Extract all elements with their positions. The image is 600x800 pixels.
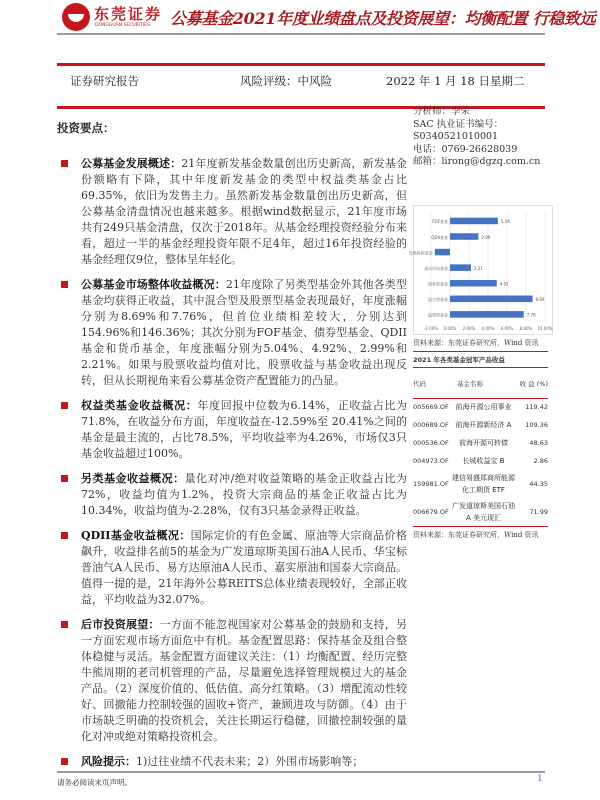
report-type: 证券研究报告 <box>70 74 139 88</box>
section-title: 权益类基金收益概况： <box>81 399 198 412</box>
logo-emblem-icon <box>62 3 90 31</box>
fund-name: 前海开源新经济 A <box>455 421 512 429</box>
section-title: 公募基金发展概述： <box>81 157 182 170</box>
right-column-figures <box>408 205 553 540</box>
table-row <box>413 398 548 416</box>
section-text <box>81 617 407 745</box>
category-label: 混合型基金 <box>428 297 448 303</box>
sac-number: S0340521010001 <box>413 131 499 142</box>
data-label: 8.69 <box>535 297 545 303</box>
brand-name: 东莞证券 <box>94 5 163 23</box>
brand-name-en: DONGGUAN SECURITIES <box>95 23 150 28</box>
fund-code: 004973.OF <box>413 457 449 465</box>
key-point-section <box>57 277 407 389</box>
x-tick-label: 4.00% <box>481 326 495 331</box>
red-divider <box>413 367 548 368</box>
section-body: 国际定价的有色金属、原油等大宗商品价格飙升，收益排名前5的基金为广发道琼斯美国石油A人民币、华宝标普油气A人民币、易方达原油A人民币、嘉实原油和国泰大宗商品。值得一提的是，21年海外公募REITS总体业绩表现较好，全部正收益，平均收益为32.07%。 <box>81 529 407 606</box>
category-label: 另类投资基金 <box>408 250 433 256</box>
key-points-title: 投资要点： <box>57 121 115 135</box>
fund-name: 前海开源可转债 <box>458 439 508 447</box>
col-header-code: 代码 <box>413 380 426 389</box>
section-text <box>81 277 407 389</box>
fund-code: 006679.OF <box>413 508 449 516</box>
analyst-info <box>413 106 548 169</box>
risk-rating: 风险评级：中风险 <box>240 74 332 88</box>
section-body: 21年度除了另类型基金外其他各类型基金均获得正收益，其中混合型及股票型基金表现最好，年度涨幅分别为8.69%和7.76%，但首位业绩相差较大，分别达到154.96%和146.36%；其次分别为FOF基金、债券型基金、QDII基金和货币基金，年度涨幅分别为5.04%、4.92%、2.99%和2.21%。如果与股票收益均值对比，股票收益与基金收益出现反转，但从长期视角来看公募基金资产配置能力的凸显。 <box>81 278 407 387</box>
section-body: 1)过往业绩不代表未来；2）外围市场影响等； <box>136 755 364 768</box>
fund-code: 000536.OF <box>413 439 449 447</box>
fund-return: 44.35 <box>529 480 548 488</box>
section-text <box>81 754 407 770</box>
x-tick-label: 2.00% <box>462 326 476 331</box>
section-title: 后市投资展望： <box>81 618 160 631</box>
bullet-icon <box>61 281 68 288</box>
analyst-phone: 电话：0769-26628039 <box>413 143 518 155</box>
red-divider <box>413 351 548 352</box>
category-label: 货币市场基金 <box>424 265 448 271</box>
data-label: 2.21 <box>473 265 483 271</box>
section-body: 年度回报中位数为6.14%，正收益占比为71.8%，在收益分布方面，年度收益在-12.59%至 20.41%之间的基金是最主流的，占比78.5%，平均收益率为4.26%，市场仅3只基金收益超过100%。 <box>81 399 407 460</box>
section-text <box>81 156 407 268</box>
data-label: 5.04 <box>500 219 510 225</box>
category-label: 债券型基金 <box>428 281 448 287</box>
col-header-return: 收 益 (%) <box>519 379 548 388</box>
fund-name: 长城收益宝 B <box>462 457 505 465</box>
fund-return: 109.36 <box>525 421 548 429</box>
key-point-section <box>57 156 407 268</box>
report-date: 2022 年 1 月 18 日星期二 <box>386 74 525 88</box>
key-point-section <box>57 617 407 745</box>
fund-return: 71.99 <box>529 508 548 516</box>
bullet-icon <box>61 758 68 765</box>
page-number: 1 <box>537 774 543 784</box>
key-point-section <box>57 528 407 608</box>
bullet-icon <box>61 621 68 628</box>
section-text <box>81 528 407 608</box>
champion-fund-table <box>413 370 548 527</box>
table-row <box>413 434 548 452</box>
report-title: 公募基金2021年度业绩盘点及投资展望：均衡配置 行稳致远 <box>170 9 596 28</box>
company-logo <box>62 3 167 33</box>
col-header-name: 基金名称 <box>456 380 483 389</box>
fund-code: 005669.OF <box>413 403 449 412</box>
bar <box>435 249 450 256</box>
x-tick-label: -2.00% <box>423 326 439 331</box>
section-body: 量化对冲/绝对收益策略的基金正收益占比为72%，收益均值为1.2%，投资大宗商品的基金正收益占比为10.34%，收益均值为-2.28%，仅有3只基金录得正收益。 <box>81 472 407 517</box>
section-title: QDII基金收益概况： <box>81 529 191 542</box>
table-row <box>413 452 548 470</box>
section-text <box>81 471 407 519</box>
data-label: 4.92 <box>499 281 509 287</box>
bullet-icon <box>61 402 68 409</box>
fund-return: 119.42 <box>525 403 548 412</box>
fund-return: 48.63 <box>529 439 548 447</box>
x-tick-label: 0.00% <box>443 326 457 331</box>
fund-return-bar-chart <box>408 205 553 335</box>
category-label: QDII基金 <box>431 234 448 240</box>
key-point-section <box>57 471 407 519</box>
category-label: FOF基金 <box>432 219 448 225</box>
fund-return: 2.86 <box>533 457 548 465</box>
bar <box>450 264 471 271</box>
fund-code: 000689.OF <box>413 421 449 429</box>
fund-code: 159981.OF <box>413 480 449 488</box>
key-point-section <box>57 754 407 770</box>
bar <box>450 296 533 303</box>
table-row <box>413 470 548 498</box>
data-label: 7.76 <box>526 312 536 318</box>
footer-divider <box>57 771 545 773</box>
table-title: 2021 年各类基金冠军产品收益 <box>413 356 505 364</box>
bar <box>450 218 498 225</box>
x-tick-label: 10.00% <box>537 326 553 331</box>
section-body: 21年度新发基金数量创出历史新高，新发基金份额略有下降，其中年度新发基金的类型中权益类基金占比69.35%，依旧为发售主力。虽然新发基金数量创出历史新高，但公募基金清盘情况也越来越多。根据wind数据显示，21年度市场共有249只基金清盘，仅次于2018年。从基金经理投资经验分布来看，超过一半的基金经理投资年限不足4年，超过16年投资经验的基金经理仅9位，整体呈年轻化。 <box>81 157 408 266</box>
category-label: 股票型基金 <box>428 312 448 318</box>
bar <box>450 311 524 318</box>
fund-name: 广发道琼斯美国石油 A 美元现汇 <box>451 502 515 522</box>
red-divider <box>57 63 545 66</box>
bullet-icon <box>61 532 68 539</box>
footer-notice: 请务必阅读末页声明。 <box>57 778 132 787</box>
data-label: 2.99 <box>481 234 491 240</box>
analyst-email[interactable]: 邮箱：lirong@dgzq.com.cn <box>413 156 541 167</box>
x-tick-label: 6.00% <box>500 326 514 331</box>
key-point-section <box>57 398 407 462</box>
key-points <box>57 120 407 770</box>
fund-name: 建信易盛郑商所能源化工期货 ETF <box>451 474 515 494</box>
bar <box>450 280 497 287</box>
bullet-icon <box>61 475 68 482</box>
fund-name: 前海开源公用事业 <box>455 403 512 412</box>
x-tick-label: 8.00% <box>519 326 533 331</box>
table-row <box>413 416 548 434</box>
section-title: 另类基金收益概况： <box>81 472 185 485</box>
chart-source: 资料来源：东莞证券研究所，Wind 资讯 <box>413 339 539 347</box>
bullet-icon <box>61 160 68 167</box>
section-title: 风险提示： <box>81 755 136 768</box>
table-source: 资料来源：东莞证券研究所，Wind 资讯 <box>413 531 539 539</box>
section-title: 公募基金市场整体收益概况： <box>81 278 226 291</box>
section-body: 一方面不能忽视国家对公募基金的鼓励和支持，另一方面宏观市场方面危中有机。基金配置思路：保持基金及组合整体稳健与灵活。基金配置方面建议关注：（1）均衡配置、经历完整牛熊周期的老司机管理的产品，尽量避免选择管理规模过大的基金产品。（2）深度价值的、低估值、高分红策略。（3）增配流动性较好、回撤能力控制较强的固收+资产，兼顾进攻与防御。（4）由于市场缺乏明确的投资机会，关注长期运行稳健，回撤控制较强的量化对冲或绝对策略投资机会。 <box>81 618 407 743</box>
bar <box>450 233 478 240</box>
table-row <box>413 498 548 527</box>
analyst-name: 分析师：李荣 <box>413 106 471 117</box>
section-text <box>81 398 407 462</box>
header-divider <box>57 33 545 35</box>
sac-label: SAC 执业证书编号： <box>413 118 504 130</box>
